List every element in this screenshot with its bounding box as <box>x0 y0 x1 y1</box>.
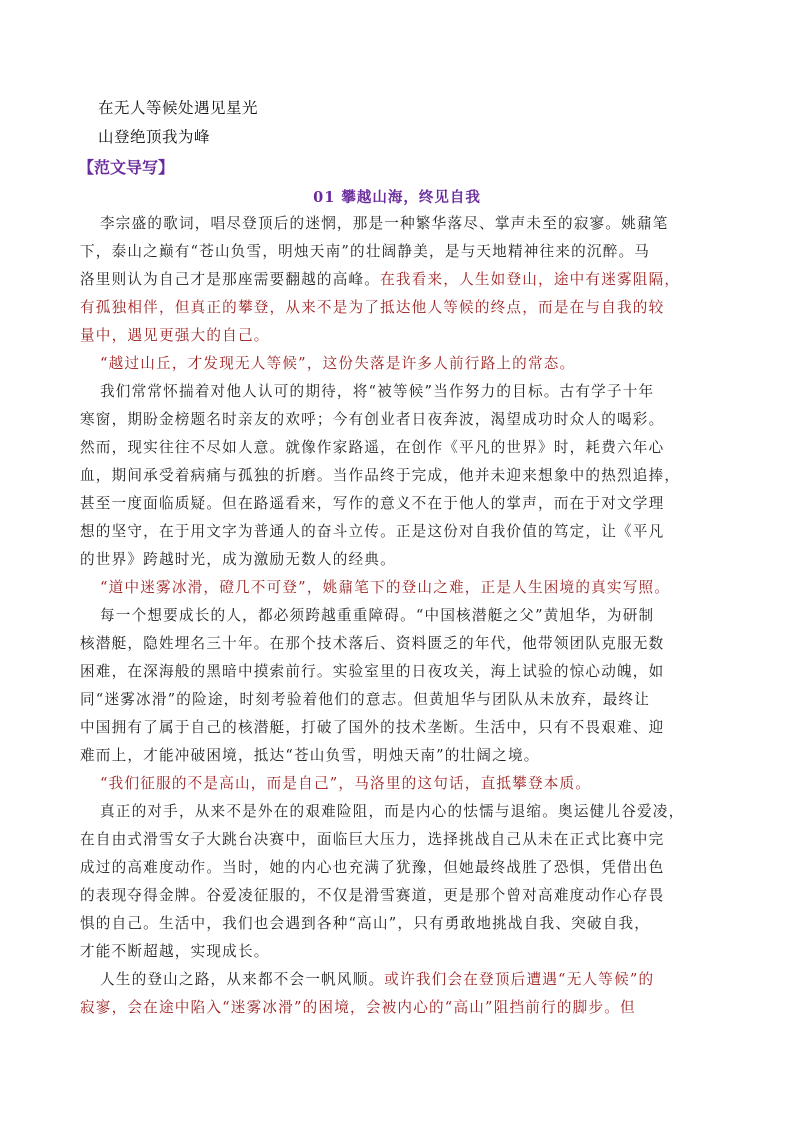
thesis-line: 有孤独相伴，但真正的攀登，从来不是为了抵达他人等候的终点，而是在与自我的较 <box>80 299 665 316</box>
essay-line: 惧的自己。生活中，我们也会遇到各种“高山”，只有勇敢地挑战自我、突破自我， <box>80 915 651 932</box>
essay-line: 的表现夺得金牌。谷爱凌征服的，不仅是滑雪赛道，更是那个曾对高难度动作心存畏 <box>80 887 665 904</box>
essay-line-part: 洛里则认为自己才是那座需要翻越的高峰。 <box>80 271 381 288</box>
essay-line: 成过的高难度动作。当时，她的内心也充满了犹豫，但她最终战胜了恐惧，凭借出色 <box>80 859 665 876</box>
essay-line: 李宗盛的歌词，唱尽登顶后的迷惘，那是一种繁华落尽、掌声未至的寂寥。姚鼐笔 <box>100 215 669 232</box>
point-heading-3: “我们征服的不是高山，而是自己”，马洛里的这句话，直抵攀登本质。 <box>100 775 592 792</box>
essay-line: 甚至一度面临质疑。但在路遥看来，写作的意义不在于他人的掌声，而在于对文学理 <box>80 495 665 512</box>
essay-line: 每一个想要成长的人，都必须跨越重重障碍。“中国核潜艇之父”黄旭华，为研制 <box>100 607 655 624</box>
essay-line: 难而上，才能冲破困境，抵达“苍山负雪，明烛天南”的壮阔之境。 <box>80 747 540 764</box>
essay-line: 真正的对手，从来不是外在的艰难险阻，而是内心的怯懦与退缩。奥运健儿谷爱凌， <box>100 803 685 820</box>
essay-line: 在自由式滑雪女子大跳台决赛中，面临巨大压力，选择挑战自己从未在正式比赛中完 <box>80 831 665 848</box>
essay-line: 的世界》跨越时光，成为激励无数人的经典。 <box>80 551 396 568</box>
essay-title: 01 攀越山海，终见自我 <box>313 189 481 206</box>
thesis-text: 在我看来，人生如登山，途中有迷雾阻隔， <box>380 271 681 288</box>
point-heading-1: “越过山丘，才发现无人等候”，这份失落是许多人前行路上的常态。 <box>100 355 576 372</box>
conclusion-line: 寂寥，会在途中陷入“迷雾冰滑”的困境，会被内心的“高山”阻挡前行的脚步。但 <box>80 999 636 1016</box>
essay-line: 寒窗，期盼金榜题名时亲友的欢呼；今有创业者日夜奔波，渴望成功时众人的喝彩。 <box>80 411 665 428</box>
essay-line: 才能不断超越，实现成长。 <box>80 943 270 960</box>
thesis-line: 量中，遇见更强大的自己。 <box>80 327 270 344</box>
essay-line: 困难，在深海般的黑暗中摸索前行。实验室里的日夜攻关，海上试验的惊心动魄，如 <box>80 663 665 680</box>
essay-line: 同“迷雾冰滑”的险途，时刻考验着他们的意志。但黄旭华与团队从未放弃，最终让 <box>80 691 651 708</box>
header-title-2: 山登绝顶我为峰 <box>98 128 211 146</box>
essay-line: 想的坚守，在于用文字为普通人的奋斗立传。正是这份对自我价值的笃定，让《平凡 <box>80 523 665 540</box>
essay-line: 血，期间承受着病痛与孤独的折磨。当作品终于完成，他并未迎来想象中的热烈追捧， <box>80 467 681 484</box>
essay-line <box>80 270 730 290</box>
essay-line <box>100 970 730 990</box>
essay-line: 中国拥有了属于自己的核潜艇，打破了国外的技术垄断。生活中，只有不畏艰难、迎 <box>80 719 665 736</box>
point-heading-2: “道中迷雾冰滑，磴几不可登”，姚鼐笔下的登山之难，正是人生困境的真实写照。 <box>100 579 671 596</box>
conclusion-text: 或许我们会在登顶后遭遇“无人等候”的 <box>384 971 655 988</box>
essay-line: 核潜艇，隐姓埋名三十年。在那个技术落后、资料匮乏的年代，他带领团队克服无数 <box>80 635 665 652</box>
section-label: 【范文导写】 <box>78 158 175 177</box>
essay-line: 下，泰山之巅有“苍山负雪，明烛天南”的壮阔静美，是与天地精神往来的沉醉。马 <box>80 243 651 260</box>
essay-line-part: 人生的登山之路，从来都不会一帆风顺。 <box>100 971 385 988</box>
essay-line: 我们常常怀揣着对他人认可的期待，将“被等候”当作努力的目标。古有学子十年 <box>100 383 655 400</box>
header-title-1: 在无人等候处遇见星光 <box>98 99 259 117</box>
essay-line: 然而，现实往往不尽如人意。就像作家路遥，在创作《平凡的世界》时，耗费六年心 <box>80 439 665 456</box>
